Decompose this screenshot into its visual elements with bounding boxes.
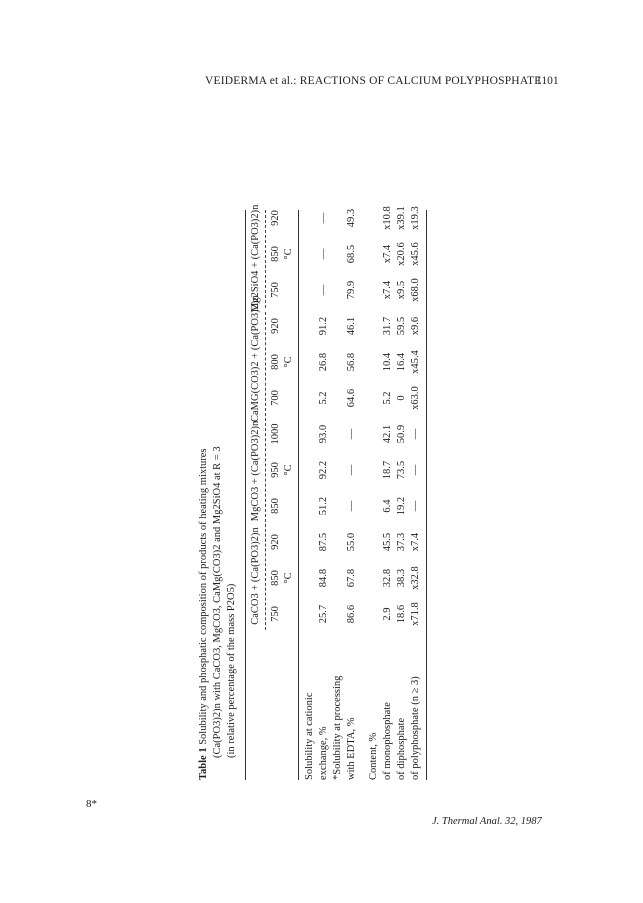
table-cell: 18.6 <box>396 604 407 624</box>
temp-cell: 800 <box>270 354 281 370</box>
table-cell: 5.2 <box>318 391 329 405</box>
table-cell: x32.8 <box>410 566 421 590</box>
table-cell: 2.9 <box>382 607 393 621</box>
row-label-poly: of polyphosphate (n ≥ 3) <box>410 676 421 780</box>
top-rule <box>245 210 246 780</box>
row-label-cationic-1: Solubility at cationic <box>304 692 315 780</box>
temp-cell: 850 <box>270 246 281 262</box>
header-rule <box>298 210 299 780</box>
table-cell: 73.5 <box>396 460 407 480</box>
table-cell: x10.8 <box>382 206 393 230</box>
table-cell: 64.6 <box>346 388 357 408</box>
table-cell: 79.9 <box>346 280 357 300</box>
row-label-edta-2: with EDTA, % <box>346 717 357 780</box>
row-label-di: of diphosphate <box>396 717 407 780</box>
group-underline <box>265 418 266 522</box>
temp-cell: 920 <box>270 210 281 226</box>
table-cell: 18.7 <box>382 460 393 480</box>
table-cell: 5.2 <box>382 391 393 405</box>
table-cell: 46.1 <box>346 316 357 336</box>
temp-cell: 920 <box>270 534 281 550</box>
table-cell: x68.0 <box>410 278 421 302</box>
table-cell: 26.8 <box>318 352 329 372</box>
table-cell: x7.4 <box>382 280 393 300</box>
signature-mark: 8* <box>86 798 97 810</box>
row-label-content: Content, % <box>368 732 379 780</box>
table-cell: — <box>346 464 357 476</box>
group-underline <box>265 524 266 630</box>
temp-cell: 750 <box>270 282 281 298</box>
table-cell: 55.0 <box>346 532 357 552</box>
row-label-cationic-2: exchange, % <box>318 726 329 780</box>
row-label-mono: of monophosphate <box>382 702 393 780</box>
temp-cell: 920 <box>270 318 281 334</box>
page-number: 1101 <box>536 75 559 87</box>
table-cell: 91.2 <box>318 316 329 336</box>
table-cell: x45.6 <box>410 242 421 266</box>
table-cell: 67.8 <box>346 568 357 588</box>
group-underline <box>265 210 266 308</box>
table-cell: — <box>346 428 357 440</box>
table-cell: x45.4 <box>410 350 421 374</box>
temp-cell: 850 <box>270 498 281 514</box>
table-cell: x7.4 <box>382 244 393 264</box>
rotated-table <box>198 204 498 780</box>
table-cell: x20.6 <box>396 242 407 266</box>
table-cell: 49.3 <box>346 208 357 228</box>
table-cell: x63.0 <box>410 386 421 410</box>
table-title: Solubility and phosphatic composition of products of heating mixtures <box>198 448 209 745</box>
group-header-caco3: CaCO3 + (Ca(PO3)2)n <box>250 527 261 625</box>
bottom-rule <box>426 210 427 780</box>
group-underline <box>265 312 266 416</box>
table-cell: 68.5 <box>346 244 357 264</box>
table-cell: — <box>318 248 329 260</box>
journal-footer: J. Thermal Anal. 32, 1987 <box>432 816 542 827</box>
group-header-mgco3: MgCO3 + (Ca(PO3)2)n <box>250 420 261 522</box>
table-cell: 38.3 <box>396 568 407 588</box>
unit-label: °C <box>283 248 294 260</box>
table-cell: 42.1 <box>382 424 393 444</box>
table-cell: — <box>410 500 421 512</box>
table-cell: x9.6 <box>410 316 421 336</box>
unit-label: °C <box>283 356 294 368</box>
table-caption-line-2: (Ca(PO3)2)n with CaCO3, MgCO3, CaMg(CO3)2 and Mg2SiO4 at R = 3 <box>212 446 223 758</box>
unit-label: °C <box>283 464 294 476</box>
temp-cell: 700 <box>270 390 281 406</box>
table-cell: 93.0 <box>318 424 329 444</box>
table-cell: 51.2 <box>318 496 329 516</box>
table-cell: 25.7 <box>318 604 329 624</box>
table-cell: 59.5 <box>396 316 407 336</box>
table-cell: — <box>346 500 357 512</box>
table-cell: x9.5 <box>396 280 407 300</box>
table-label: Table 1 <box>198 747 209 780</box>
table-cell: x71.8 <box>410 602 421 626</box>
table-cell: 10.4 <box>382 352 393 372</box>
table-cell: — <box>410 428 421 440</box>
table-cell: 45.5 <box>382 532 393 552</box>
table-cell: — <box>318 212 329 224</box>
table-cell: 86.6 <box>346 604 357 624</box>
table-cell: — <box>410 464 421 476</box>
table-cell: 16.4 <box>396 352 407 372</box>
table-cell: x39.1 <box>396 206 407 230</box>
table-caption-line-3: (in relative percentage of the mass P2O5) <box>226 583 237 758</box>
running-head: VEIDERMA et al.: REACTIONS OF CALCIUM POLYPHOSPHATE <box>205 75 542 87</box>
table-cell: 56.8 <box>346 352 357 372</box>
table-caption-line-1 <box>198 448 209 780</box>
table-cell: 84.8 <box>318 568 329 588</box>
table-cell: 50.9 <box>396 424 407 444</box>
temp-cell: 750 <box>270 606 281 622</box>
table-cell: 37.3 <box>396 532 407 552</box>
table-cell: 31.7 <box>382 316 393 336</box>
group-header-camg: CaMG(CO3)2 + (Ca(PO3)2)n <box>250 295 261 422</box>
temp-cell: 850 <box>270 570 281 586</box>
table-cell: 6.4 <box>382 499 393 513</box>
table-cell: 0 <box>396 395 407 401</box>
table-cell: x19.3 <box>410 206 421 230</box>
table-cell: x7.4 <box>410 532 421 552</box>
table-cell: 87.5 <box>318 532 329 552</box>
unit-label: °C <box>283 572 294 584</box>
temp-cell: 950 <box>270 462 281 478</box>
table-cell: 19.2 <box>396 496 407 516</box>
table-cell: 32.8 <box>382 568 393 588</box>
table-cell: — <box>318 284 329 296</box>
table-cell: 92.2 <box>318 460 329 480</box>
row-label-edta-1: *Solubility at processing <box>332 675 343 780</box>
group-header-mg2sio4: Mg2SiO4 + (Ca(PO3)2)n <box>250 204 261 312</box>
temp-cell: 1000 <box>270 423 281 445</box>
